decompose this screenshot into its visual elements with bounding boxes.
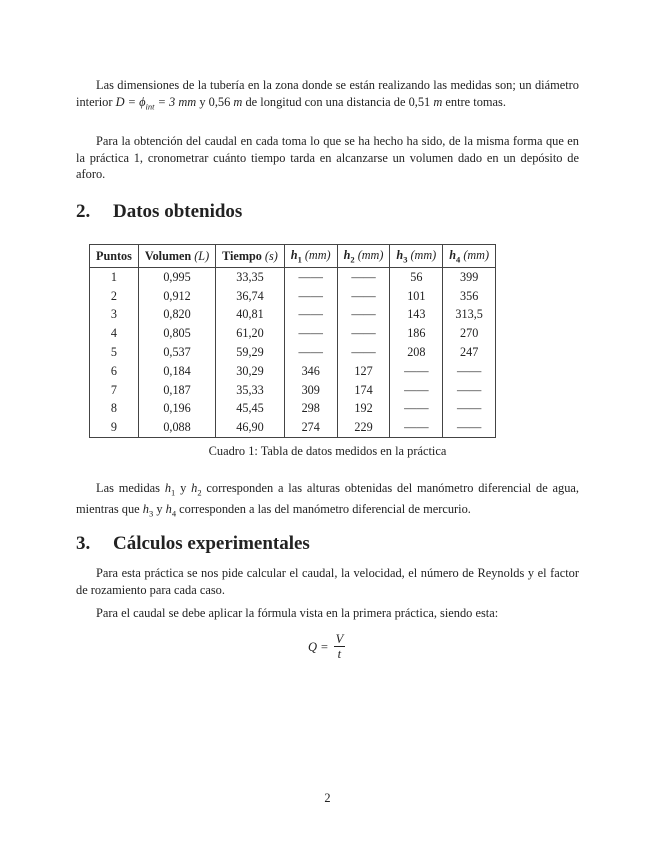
table-cell: 0,995 bbox=[138, 268, 215, 287]
table-cell: 0,537 bbox=[138, 343, 215, 362]
paragraph-caudal: Para el caudal se debe aplicar la fórmula vista en la primera práctica, siendo esta: bbox=[96, 606, 499, 620]
formula-fraction bbox=[334, 632, 346, 662]
table-header-cell: $h_1$ (mm) bbox=[284, 245, 337, 268]
table-cell: 309 bbox=[284, 381, 337, 400]
table-cell: 2 bbox=[90, 287, 139, 306]
paragraph-measurements-note: Las medidas $h_1$ y $h_2$ corresponden a las alturas obtenidas del manómetro diferencial de agua, mientras que $h_3$ y $h_4$ corresponden a las del manómetro diferencial de mercurio. bbox=[76, 481, 580, 519]
table-cell: 6 bbox=[90, 362, 139, 381]
table-cell: —— bbox=[390, 418, 443, 437]
formula-numerator: V bbox=[335, 632, 344, 646]
table-cell: 59,29 bbox=[216, 343, 285, 362]
table-cell: —— bbox=[337, 287, 390, 306]
table-cell: —— bbox=[443, 418, 496, 437]
table-cell: —— bbox=[337, 324, 390, 343]
table-cell: 101 bbox=[390, 287, 443, 306]
table-cell: 9 bbox=[90, 418, 139, 437]
formula-caudal bbox=[308, 632, 345, 662]
table-cell: 247 bbox=[443, 343, 496, 362]
table-cell: —— bbox=[284, 268, 337, 287]
table-row bbox=[90, 324, 496, 343]
table-cell: 229 bbox=[337, 418, 390, 437]
table-caption: Cuadro 1: Tabla de datos medidos en la práctica bbox=[208, 444, 447, 458]
table-cell: 208 bbox=[390, 343, 443, 362]
table-cell: 313,5 bbox=[443, 306, 496, 325]
table-cell: 1 bbox=[90, 268, 139, 287]
table-cell: —— bbox=[337, 343, 390, 362]
table-cell: —— bbox=[390, 362, 443, 381]
table-header-cell: Tiempo (s) bbox=[216, 245, 285, 268]
table-cell: —— bbox=[443, 381, 496, 400]
table-cell: 30,29 bbox=[216, 362, 285, 381]
table-cell: 399 bbox=[443, 268, 496, 287]
table-cell: 36,74 bbox=[216, 287, 285, 306]
table-cell: 346 bbox=[284, 362, 337, 381]
table-cell: 40,81 bbox=[216, 306, 285, 325]
table-row bbox=[90, 362, 496, 381]
table-cell: 61,20 bbox=[216, 324, 285, 343]
section-heading-datos: 2. Datos obtenidos bbox=[76, 201, 243, 222]
table-cell: 0,184 bbox=[138, 362, 215, 381]
table-cell: 0,912 bbox=[138, 287, 215, 306]
table-cell: 7 bbox=[90, 381, 139, 400]
table-body bbox=[90, 268, 496, 438]
table-row bbox=[90, 268, 496, 287]
table-cell: 0,820 bbox=[138, 306, 215, 325]
intro-paragraph-flow: Para la obtención del caudal en cada toma lo que se ha hecho ha sido, de la misma forma que en la práctica 1, cronometrar cuánto tiempo tarda en alcanzarse un volumen dado en un depósito de aforo. bbox=[76, 134, 579, 181]
table-cell: 0,196 bbox=[138, 400, 215, 419]
table-cell: —— bbox=[443, 362, 496, 381]
table-cell: 8 bbox=[90, 400, 139, 419]
table-cell: 35,33 bbox=[216, 381, 285, 400]
formula-lhs: Q = bbox=[308, 639, 329, 654]
table-cell: —— bbox=[390, 381, 443, 400]
table-cell: 270 bbox=[443, 324, 496, 343]
table-cell: 0,187 bbox=[138, 381, 215, 400]
table-cell: —— bbox=[337, 306, 390, 325]
table-row bbox=[90, 400, 496, 419]
table-cell: 192 bbox=[337, 400, 390, 419]
table-cell: —— bbox=[443, 400, 496, 419]
table-cell: 4 bbox=[90, 324, 139, 343]
data-table bbox=[89, 244, 496, 438]
formula-denominator: t bbox=[337, 647, 342, 661]
table-row bbox=[90, 418, 496, 437]
table-cell: 127 bbox=[337, 362, 390, 381]
table-cell: —— bbox=[284, 287, 337, 306]
table-row bbox=[90, 287, 496, 306]
table-cell: —— bbox=[284, 306, 337, 325]
table-cell: 5 bbox=[90, 343, 139, 362]
table-cell: —— bbox=[284, 343, 337, 362]
table-cell: 0,805 bbox=[138, 324, 215, 343]
table-cell: 0,088 bbox=[138, 418, 215, 437]
table-header-cell: Volumen (L) bbox=[138, 245, 215, 268]
table-cell: 56 bbox=[390, 268, 443, 287]
table-cell: —— bbox=[284, 324, 337, 343]
table-cell: 3 bbox=[90, 306, 139, 325]
table-header-cell: $h_2$ (mm) bbox=[337, 245, 390, 268]
table-cell: 45,45 bbox=[216, 400, 285, 419]
table-cell: —— bbox=[390, 400, 443, 419]
table-cell: 274 bbox=[284, 418, 337, 437]
table-cell: 298 bbox=[284, 400, 337, 419]
table-cell: 356 bbox=[443, 287, 496, 306]
table-cell: 46,90 bbox=[216, 418, 285, 437]
table-header-cell: $h_4$ (mm) bbox=[443, 245, 496, 268]
section-heading-calculos: 3. Cálculos experimentales bbox=[76, 533, 310, 554]
table-row bbox=[90, 306, 496, 325]
table-cell: 143 bbox=[390, 306, 443, 325]
paragraph-calc-intro: Para esta práctica se nos pide calcular el caudal, la velocidad, el número de Reynolds y el factor de rozamiento para cada caso. bbox=[76, 566, 579, 597]
table-cell: —— bbox=[337, 268, 390, 287]
table-row bbox=[90, 343, 496, 362]
table-cell: 174 bbox=[337, 381, 390, 400]
table-header-cell: $h_3$ (mm) bbox=[390, 245, 443, 268]
table-header-cell: Puntos bbox=[90, 245, 139, 268]
table-cell: 33,35 bbox=[216, 268, 285, 287]
page-number: 2 bbox=[324, 791, 331, 805]
table-header-row bbox=[90, 245, 496, 268]
table-cell: 186 bbox=[390, 324, 443, 343]
intro-paragraph-dimensions: Las dimensiones de la tubería en la zona donde se están realizando las medidas son; un diámetro interior $D = \phi_{int} = 3$ mm y 0,56 m de longitud con una distancia de 0,51 m entre tomas. bbox=[76, 78, 579, 111]
table-row bbox=[90, 381, 496, 400]
